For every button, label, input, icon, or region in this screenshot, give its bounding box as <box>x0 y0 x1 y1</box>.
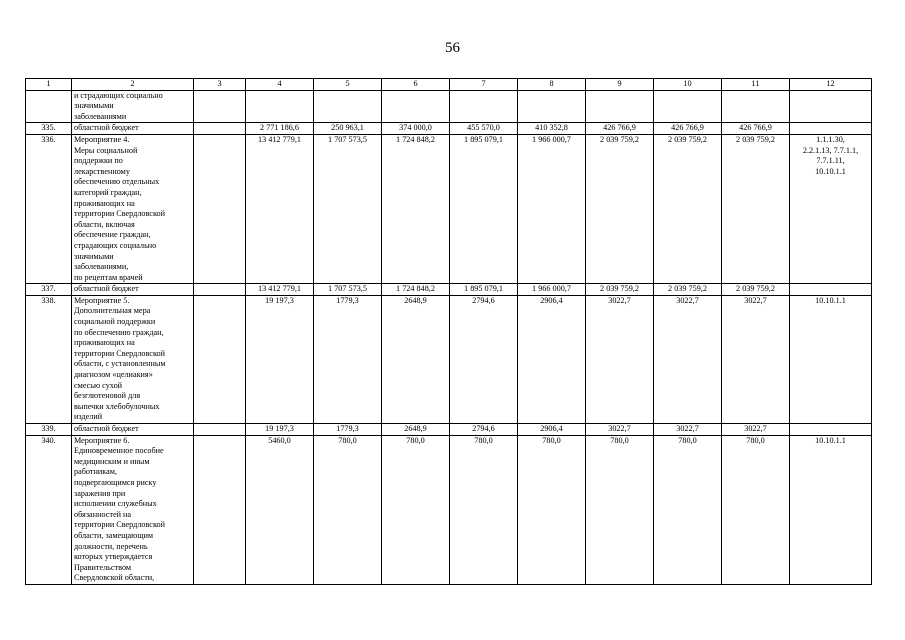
amount-cell: 1 724 848,2 <box>382 284 450 296</box>
amount-cell: 1 724 848,2 <box>382 134 450 283</box>
amount-cell: 2906,4 <box>518 424 586 436</box>
amount-cell: 1779,3 <box>314 424 382 436</box>
amount-cell: 250 963,1 <box>314 123 382 135</box>
amount-cell: 780,0 <box>450 435 518 584</box>
amount-cell: 3022,7 <box>586 424 654 436</box>
amount-cell: 3022,7 <box>654 295 722 423</box>
row-number-cell: 335. <box>26 123 72 135</box>
table-row <box>26 123 872 135</box>
column-3-cell <box>194 284 246 296</box>
amount-cell: 2 039 759,2 <box>722 284 790 296</box>
amount-cell: 780,0 <box>518 435 586 584</box>
amount-cell: 780,0 <box>314 435 382 584</box>
amount-cell <box>586 90 654 123</box>
row-description-cell: Мероприятие 6. Единовременное пособие медицинским и иным работникам, подвергающимся риску заражения при исполнении служебных обязанностей на территории Свердловской области, замещающим должности, перечень которых утверждается Правительством Свердловской области, <box>72 435 194 584</box>
target-indicator-codes-cell <box>790 123 872 135</box>
amount-cell: 780,0 <box>722 435 790 584</box>
amount-cell: 1 707 573,5 <box>314 284 382 296</box>
column-header: 6 <box>382 79 450 91</box>
row-number-cell: 339. <box>26 424 72 436</box>
column-header: 5 <box>314 79 382 91</box>
amount-cell: 3022,7 <box>722 295 790 423</box>
amount-cell: 2 039 759,2 <box>586 134 654 283</box>
column-header: 11 <box>722 79 790 91</box>
amount-cell: 1 966 000,7 <box>518 284 586 296</box>
column-header: 4 <box>246 79 314 91</box>
amount-cell <box>246 90 314 123</box>
column-3-cell <box>194 90 246 123</box>
amount-cell: 2 039 759,2 <box>722 134 790 283</box>
column-header: 12 <box>790 79 872 91</box>
amount-cell <box>314 90 382 123</box>
row-description-cell: областной бюджет <box>72 284 194 296</box>
amount-cell: 780,0 <box>586 435 654 584</box>
target-indicator-codes-cell: 10.10.1.1 <box>790 435 872 584</box>
target-indicator-codes-cell <box>790 424 872 436</box>
row-description-cell: Мероприятие 5. Дополнительная мера социальной поддержки по обеспечению граждан, проживающих на территории Свердловской области, с установленным диагнозом «целиакия» смесью сухой безглютеновой для выпечки хлебобулочных изделий <box>72 295 194 423</box>
column-header: 9 <box>586 79 654 91</box>
row-description-cell: и страдающих социально значимыми заболеваниями <box>72 90 194 123</box>
amount-cell: 3022,7 <box>722 424 790 436</box>
row-description-cell: областной бюджет <box>72 123 194 135</box>
column-header: 8 <box>518 79 586 91</box>
amount-cell: 5460,0 <box>246 435 314 584</box>
table-row <box>26 295 872 423</box>
amount-cell <box>518 90 586 123</box>
amount-cell: 1779,3 <box>314 295 382 423</box>
amount-cell: 2794,6 <box>450 424 518 436</box>
row-description-cell: Мероприятие 4. Меры социальной поддержки по лекарственному обеспечению отдельных категорий граждан, проживающих на территории Свердловской области, включая обеспечение граждан, страдающих социально значимыми заболеваниями, по рецептам врачей <box>72 134 194 283</box>
target-indicator-codes-cell <box>790 284 872 296</box>
column-header: 3 <box>194 79 246 91</box>
amount-cell: 2 039 759,2 <box>654 284 722 296</box>
amount-cell <box>722 90 790 123</box>
column-3-cell <box>194 424 246 436</box>
amount-cell: 426 766,9 <box>586 123 654 135</box>
target-indicator-codes-cell: 1.1.1.30, 2.2.1.13, 7.7.1.1, 7.7.1.11, 10.10.1.1 <box>790 134 872 283</box>
row-number-cell: 340. <box>26 435 72 584</box>
amount-cell: 1 895 079,1 <box>450 284 518 296</box>
amount-cell: 1 966 000,7 <box>518 134 586 283</box>
row-number-cell: 337. <box>26 284 72 296</box>
amount-cell: 455 570,0 <box>450 123 518 135</box>
amount-cell <box>450 90 518 123</box>
amount-cell: 13 412 779,1 <box>246 134 314 283</box>
amount-cell: 1 707 573,5 <box>314 134 382 283</box>
row-number-cell: 336. <box>26 134 72 283</box>
table-row <box>26 134 872 283</box>
column-3-cell <box>194 134 246 283</box>
amount-cell: 3022,7 <box>654 424 722 436</box>
amount-cell: 374 000,0 <box>382 123 450 135</box>
column-3-cell <box>194 435 246 584</box>
column-number-row <box>26 79 872 91</box>
target-indicator-codes-cell: 10.10.1.1 <box>790 295 872 423</box>
amount-cell: 2 039 759,2 <box>654 134 722 283</box>
amount-cell: 19 197,3 <box>246 424 314 436</box>
amount-cell: 780,0 <box>654 435 722 584</box>
amount-cell: 2 039 759,2 <box>586 284 654 296</box>
amount-cell: 426 766,9 <box>722 123 790 135</box>
amount-cell: 2648,9 <box>382 295 450 423</box>
amount-cell: 2906,4 <box>518 295 586 423</box>
amount-cell: 780,0 <box>382 435 450 584</box>
amount-cell: 410 352,8 <box>518 123 586 135</box>
amount-cell <box>654 90 722 123</box>
budget-table <box>25 78 872 585</box>
row-number-cell <box>26 90 72 123</box>
amount-cell: 426 766,9 <box>654 123 722 135</box>
column-3-cell <box>194 123 246 135</box>
amount-cell: 13 412 779,1 <box>246 284 314 296</box>
amount-cell <box>382 90 450 123</box>
amount-cell: 2648,9 <box>382 424 450 436</box>
amount-cell: 2794,6 <box>450 295 518 423</box>
column-header: 2 <box>72 79 194 91</box>
amount-cell: 1 895 079,1 <box>450 134 518 283</box>
column-header: 1 <box>26 79 72 91</box>
row-number-cell: 338. <box>26 295 72 423</box>
column-3-cell <box>194 295 246 423</box>
column-header: 7 <box>450 79 518 91</box>
amount-cell: 2 771 186,6 <box>246 123 314 135</box>
column-header: 10 <box>654 79 722 91</box>
table-row <box>26 424 872 436</box>
table-row <box>26 90 872 123</box>
table-row <box>26 284 872 296</box>
target-indicator-codes-cell <box>790 90 872 123</box>
row-description-cell: областной бюджет <box>72 424 194 436</box>
table-row <box>26 435 872 584</box>
amount-cell: 3022,7 <box>586 295 654 423</box>
amount-cell: 19 197,3 <box>246 295 314 423</box>
page-number: 56 <box>445 40 460 56</box>
